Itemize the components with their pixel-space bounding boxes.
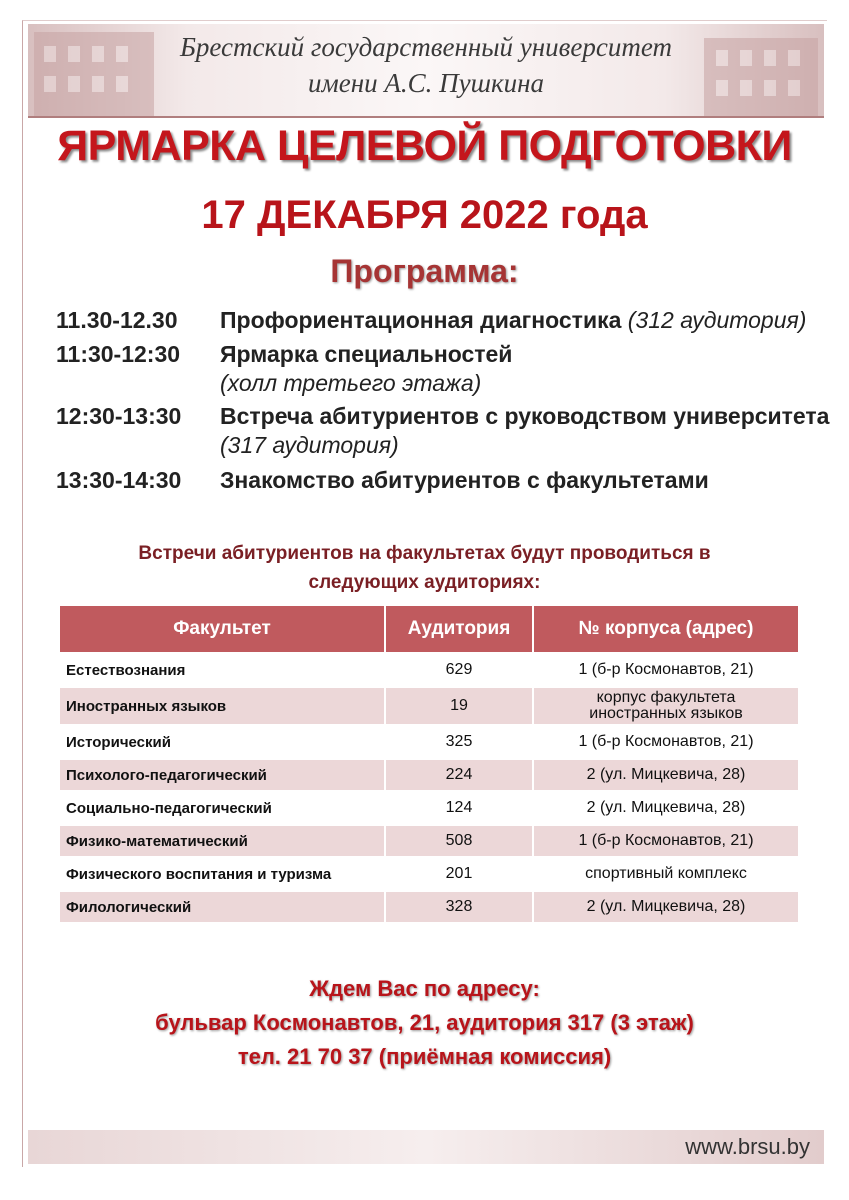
faculty-name: Исторический bbox=[66, 733, 171, 751]
building-address: корпус факультета иностранных языков bbox=[532, 688, 798, 724]
table-header-row bbox=[60, 606, 798, 652]
footer-bar bbox=[28, 1130, 824, 1164]
faculty-name: Физико-математический bbox=[60, 826, 384, 856]
main-title: ЯРМАРКА ЦЕЛЕВОЙ ПОДГОТОВКИ bbox=[57, 122, 792, 170]
faculty-table bbox=[60, 603, 798, 925]
column-header-building: № корпуса (адрес) bbox=[532, 606, 798, 652]
auditorium-number: 508 bbox=[384, 826, 532, 856]
table-row bbox=[60, 655, 798, 685]
schedule-description: Профориентационная диагностика (312 аудитория) bbox=[220, 307, 807, 333]
schedule-note: (312 аудитория) bbox=[627, 307, 807, 333]
schedule-note: (317 аудитория) bbox=[220, 432, 399, 458]
building-address: 1 (б-р Космонавтов, 21) bbox=[532, 826, 798, 856]
auditorium-number: 124 bbox=[384, 793, 532, 823]
university-name-line1: Брестский государственный университет bbox=[180, 32, 672, 62]
auditorium-number: 328 bbox=[384, 892, 532, 922]
event-date: 17 ДЕКАБРЯ 2022 года bbox=[201, 193, 648, 237]
schedule-time: 11:30-12:30 bbox=[56, 341, 181, 367]
table-row bbox=[60, 859, 798, 889]
footer-address: бульвар Космонавтов, 21, аудитория 317 (3 этаж) bbox=[155, 1010, 694, 1035]
schedule-time: 11.30-12.30 bbox=[56, 307, 178, 333]
building-address: 2 (ул. Мицкевича, 28) bbox=[532, 793, 798, 823]
website-link[interactable]: www.brsu.by bbox=[685, 1134, 810, 1159]
footer-invite: Ждем Вас по адресу: bbox=[309, 976, 540, 1001]
auditorium-number: 224 bbox=[384, 760, 532, 790]
auditoriums-heading: Встречи абитуриентов на факультетах будут проводиться в следующих аудиториях: bbox=[138, 543, 711, 593]
university-name-line2: имени А.С. Пушкина bbox=[308, 68, 544, 98]
faculty-name: Психолого-педагогический bbox=[60, 760, 384, 790]
program-heading: Программа: bbox=[330, 253, 519, 289]
faculty-name: Филологический bbox=[60, 892, 384, 922]
faculty-name: Физического воспитания и туризма bbox=[66, 865, 332, 883]
column-header-faculty: Факультет bbox=[60, 606, 384, 652]
building-address: 2 (ул. Мицкевича, 28) bbox=[532, 892, 798, 922]
auditorium-number: 19 bbox=[384, 688, 532, 724]
footer-phone: тел. 21 70 37 (приёмная комиссия) bbox=[237, 1044, 612, 1069]
table-row bbox=[60, 760, 798, 790]
schedule-note: (холл третьего этажа) bbox=[220, 370, 482, 396]
schedule-time: 13:30-14:30 bbox=[56, 467, 182, 493]
header-banner bbox=[28, 24, 824, 118]
auditorium-number: 629 bbox=[384, 655, 532, 685]
building-address: 1 (б-р Космонавтов, 21) bbox=[532, 655, 798, 685]
auditorium-number: 325 bbox=[384, 727, 532, 757]
building-address: 1 (б-р Космонавтов, 21) bbox=[532, 727, 798, 757]
table-row bbox=[60, 793, 798, 823]
building-address: спортивный комплекс bbox=[532, 859, 798, 889]
schedule-description: Знакомство абитуриентов с факультетами bbox=[220, 467, 709, 493]
schedule-description: Встреча абитуриентов с руководством университета (317 аудитория) bbox=[220, 403, 830, 458]
auditorium-number: 201 bbox=[384, 859, 532, 889]
table-row bbox=[60, 826, 798, 856]
faculty-name: Естествознания bbox=[66, 661, 186, 679]
table-row bbox=[60, 727, 798, 757]
table-row bbox=[60, 688, 798, 724]
column-header-auditorium: Аудитория bbox=[384, 606, 532, 652]
building-address: 2 (ул. Мицкевича, 28) bbox=[532, 760, 798, 790]
schedule-time: 12:30-13:30 bbox=[56, 403, 182, 429]
faculty-name: Социально-педагогический bbox=[66, 799, 272, 817]
schedule-description: Ярмарка специальностей (холл третьего этажа) bbox=[220, 341, 513, 396]
faculty-name: Иностранных языков bbox=[60, 688, 384, 724]
table-row bbox=[60, 892, 798, 922]
